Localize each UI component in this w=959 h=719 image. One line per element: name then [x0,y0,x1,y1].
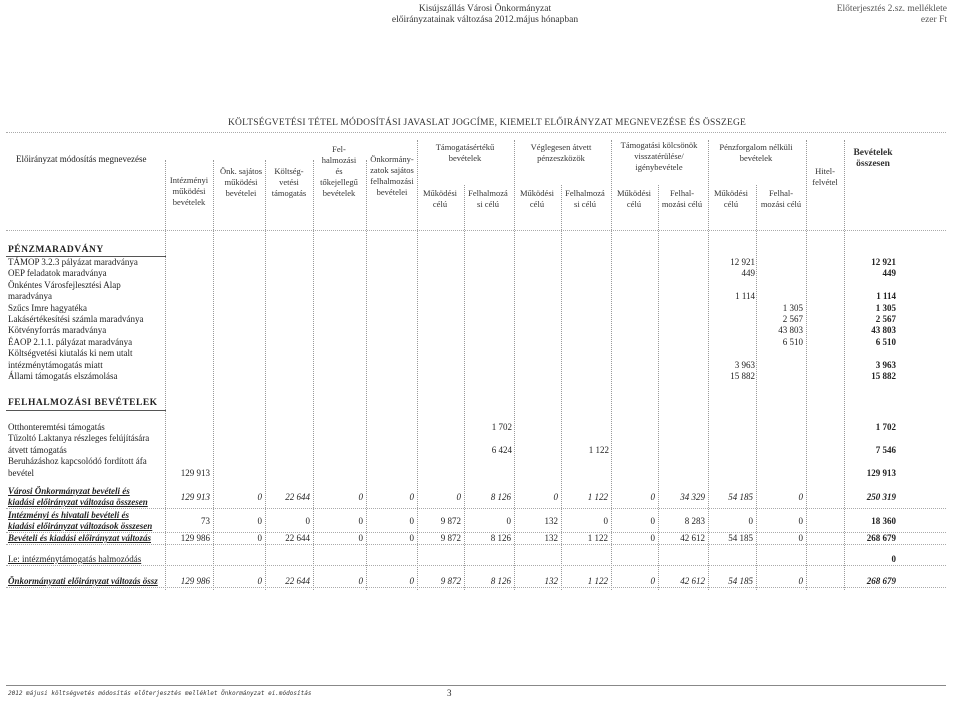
table-row-label: maradványa [8,291,52,302]
cell-value: 0 [798,533,803,543]
grid-line [756,185,757,590]
header-line: és [335,166,343,176]
cell-value: 6 424 [491,444,512,455]
col-header-sub [464,188,512,210]
cell-value: 12 921 [730,257,755,267]
table-row-label: bevétel [8,467,34,478]
cell-value: 132 [544,516,558,526]
summary-row-label [8,510,152,532]
row-total: 12 921 [871,257,896,267]
header-line: si célú [477,199,499,209]
header-line: Véglegesen átvett [530,142,592,152]
cell-value: 0 [748,516,753,526]
cell-value: 129 986 [180,576,210,586]
header-line: felhalmozási [370,176,414,186]
row-total: 43 803 [871,325,896,336]
cell-value: 8 126 [490,576,511,586]
header-line: Bevételek [853,148,893,158]
cell-value: 6 510 [782,336,803,347]
cell-value: 129 986 [180,533,210,543]
summary-row-label [8,554,141,565]
col-header-total [846,148,900,170]
cell-value: 0 [650,576,655,586]
label-line: kiadási előirányzat változása összesen [8,497,148,507]
section-title-penzmaradvany: PÉNZMARADVÁNY [8,245,104,255]
cell-value: 0 [358,492,363,502]
cell-value: 8 126 [490,533,511,543]
header-line: Működési [714,188,748,198]
cell-value: 0 [650,516,655,526]
unit-label: ezer Ft [920,15,947,25]
cell-value: 0 [257,576,262,586]
cell-value: 9 872 [440,533,461,543]
cell-value: 0 [257,516,262,526]
header-line: Költség- [274,166,304,176]
header-line: Önkormány- [370,154,414,164]
reference-block [837,4,947,26]
cell-value: 129 913 [180,467,210,478]
col-header-sub [756,188,806,210]
header-line: visszatérülése/ [634,151,684,161]
cell-value: 0 [650,492,655,502]
header-line: célú [529,199,545,209]
header-line: pénzeszközök [537,153,585,163]
cell-value: 1 122 [587,492,608,502]
header-line: Felhalmozá [565,188,605,198]
grid-line [658,185,659,590]
table-title: KÖLTSÉGVETÉSI TÉTEL MÓDOSÍTÁSI JAVASLAT JOGCÍME, KIEMELT ELŐIRÁNYZAT MEGNEVEZÉSE ÉS ÖSSZEGE [228,118,747,128]
cell-value: 22 644 [285,576,310,586]
table-row-label: Önkéntes Városfejlesztési Alap [8,279,121,290]
cell-value: 8 126 [490,492,511,502]
org-name: Kisújszállás Városi Önkormányzat [418,4,552,14]
label-line: Városi Önkormányzat bevételi és [8,486,130,496]
cell-value: 0 [305,516,310,526]
cell-value: 0 [409,576,414,586]
cell-value: 15 882 [730,371,755,381]
table-row-label: Lakásértékesítési számla maradványa [8,314,144,324]
header-line: bevételek [448,153,482,163]
cell-value: 9 872 [440,576,461,586]
cell-value: 0 [603,516,608,526]
cell-value: 0 [798,576,803,586]
grid-line [464,185,465,590]
cell-value: 132 [544,533,558,543]
cell-value: 1 702 [491,422,512,432]
col-header-tamogatasertek [420,142,510,164]
header-line: igénybevétele [635,162,683,172]
summary-row-label [8,576,158,587]
cell-value: 8 283 [684,516,705,526]
row-total: 2 567 [875,314,896,324]
cell-value: 22 644 [285,533,310,543]
col-header-tamogatasi-kolcsonok [612,140,706,173]
cell-value: 2 567 [782,314,803,324]
header-line: Fel- [332,144,346,154]
header-line: célú [626,199,642,209]
label-line: kiadási előirányzat változások összesen [8,521,153,531]
header-line: támogatás [271,188,307,198]
footer-rule [6,685,946,686]
label-line: Intézményi és hivatali bevételi és [8,510,129,520]
grid-line [806,140,807,590]
header-line: si célú [574,199,596,209]
doc-subtitle: előirányzatainak változása 2012.május hónapban [391,15,579,25]
header-line: Hitel- [815,166,835,176]
header-line: Intézményi [169,175,209,185]
header-line: Felhal- [768,188,794,198]
header-line: célú [432,199,448,209]
header-line: Támogatási kölcsönök [620,140,698,150]
section-rule [6,410,166,411]
row-total: 15 882 [871,371,896,381]
cell-value: 0 [456,492,461,502]
table-row-label: TÁMOP 3.2.3 pályázat maradványa [8,257,138,267]
header-line: Felhal- [669,188,695,198]
label-line: I.e: intézménytámogatás halmozódás [8,554,142,564]
row-total: 1 305 [875,302,896,313]
cell-value: 0 [409,492,414,502]
cell-value: 0 [257,492,262,502]
table-row-label: intézménytámogatás miatt [8,359,103,370]
header-line: Felhalmozá [468,188,508,198]
table-row-label: Szűcs Imre hagyatéka [8,302,87,313]
cell-value: 0 [553,492,558,502]
header-line: Támogatásértékű [435,142,495,152]
row-rule [6,544,946,545]
header-line: vetési [279,177,299,187]
row-total: 0 [891,554,896,564]
header-line: bevételek [172,197,206,207]
header-line: Működési [520,188,554,198]
row-rule [6,508,946,509]
header-line: zatok sajátos [370,165,414,175]
cell-value: 34 329 [680,492,705,502]
cell-value: 54 185 [728,576,753,586]
header-line: célú [723,199,739,209]
header-line: bevételei [225,188,257,198]
header-line: bevételei [376,187,408,197]
grid-line [561,185,562,590]
table-row-label: OEP feladatok maradványa [8,268,107,279]
cell-value: 3 963 [734,359,755,370]
row-total: 6 510 [875,336,896,347]
header-line: tőkejellegű [320,177,358,187]
col-header-sub [611,188,657,210]
header-line: működési [172,186,206,196]
row-total: 129 913 [866,467,896,478]
header-line: felvétel [812,177,838,187]
row-total: 250 319 [866,492,896,502]
section-title-felhalmozasi: FELHALMOZÁSI BEVÉTELEK [8,398,158,408]
grid-line [6,132,946,133]
cell-value: 43 803 [778,325,803,336]
header-line: bevételek [739,153,773,163]
col-header-veglegesen-atvett [515,142,607,164]
cell-value: 1 122 [588,444,609,455]
col-header-koltsegvetesi [266,166,312,199]
label-line: Önkormányzati előirányzat változás össz [8,576,158,586]
cell-value: 42 612 [680,576,705,586]
header-line: Működési [423,188,457,198]
cell-value: 129 913 [180,492,210,502]
header-line: Működési [617,188,651,198]
header-line: bevételek [322,188,356,198]
cell-value: 73 [201,516,210,526]
row-total: 449 [882,268,896,279]
row-total: 1 114 [876,291,896,302]
cell-value: 0 [798,492,803,502]
cell-value: 0 [650,533,655,543]
cell-value: 132 [544,576,558,586]
col-header-onk-felhalmozasi [366,154,418,198]
col-header-sub [417,188,463,210]
row-rule [6,587,946,588]
summary-row-label [8,533,151,544]
footer-filename: 2012 májusi költségvetés módosítás előterjesztés melléklet Önkormányzat ei.módosítás [8,690,312,697]
col-header-description: Előirányzat módosítás megnevezése [16,154,147,164]
table-row-label: átvett támogatás [8,444,67,455]
col-header-intezmenyi [166,175,212,208]
attachment-ref: Előterjesztés 2.sz. melléklete [836,4,947,14]
label-line: Bevételi és kiadási előirányzat változás [8,533,151,543]
cell-value: 0 [409,516,414,526]
cell-value: 9 872 [440,516,461,526]
summary-row-label [8,486,148,508]
table-row-label: Tűzoltó Laktanya részleges felújítására [8,433,150,444]
header-line: halmozási [321,155,357,165]
cell-value: 54 185 [728,492,753,502]
table-row-label: Otthonteremtési támogatás [8,422,105,432]
row-total: 1 702 [875,422,896,432]
cell-value: 0 [798,516,803,526]
cell-value: 1 122 [587,533,608,543]
header-line: Pénzforgalom nélküli [719,142,793,152]
cell-value: 1 122 [587,576,608,586]
cell-value: 449 [741,268,755,279]
col-header-sub [514,188,560,210]
cell-value: 0 [257,533,262,543]
header-line: mozási célú [760,199,802,209]
table-row-label: Beruházáshoz kapcsolódó fordított áfa [8,456,147,467]
cell-value: 0 [409,533,414,543]
table-row-label: Költségvetési kiutalás ki nem utalt [8,348,133,359]
header-line: Önk. sajátos [219,166,263,176]
cell-value: 1 305 [782,302,803,313]
table-row-label: ÉAOP 2.1.1. pályázat maradványa [8,336,133,347]
col-header-hitelfelvetel [806,166,844,188]
cell-value: 22 644 [285,492,310,502]
row-total: 268 679 [866,576,896,586]
cell-value: 54 185 [728,533,753,543]
row-rule [6,565,946,566]
col-header-sub [708,188,754,210]
cell-value: 1 114 [735,291,755,302]
cell-value: 0 [506,516,511,526]
header-line: működési [224,177,258,187]
grid-line [6,230,946,231]
row-total: 3 963 [875,359,896,370]
col-header-felhalmozasi [314,144,364,199]
table-row-label: Állami támogatás elszámolása [8,371,118,381]
cell-value: 0 [358,576,363,586]
page-number: 3 [447,688,452,698]
col-header-penzforgalom [708,142,804,164]
cell-value: 42 612 [680,533,705,543]
document-header [355,4,615,26]
header-line: összesen [856,159,890,169]
col-header-sub [561,188,609,210]
row-total: 7 546 [875,444,896,455]
cell-value: 0 [358,516,363,526]
table-row-label: Kötvényforrás maradványa [8,325,107,336]
header-line: mozási célú [661,199,703,209]
row-total: 18 360 [871,516,896,526]
col-header-onk-sajatos [216,166,266,199]
col-header-sub [658,188,706,210]
row-total: 268 679 [866,533,896,543]
cell-value: 0 [358,533,363,543]
